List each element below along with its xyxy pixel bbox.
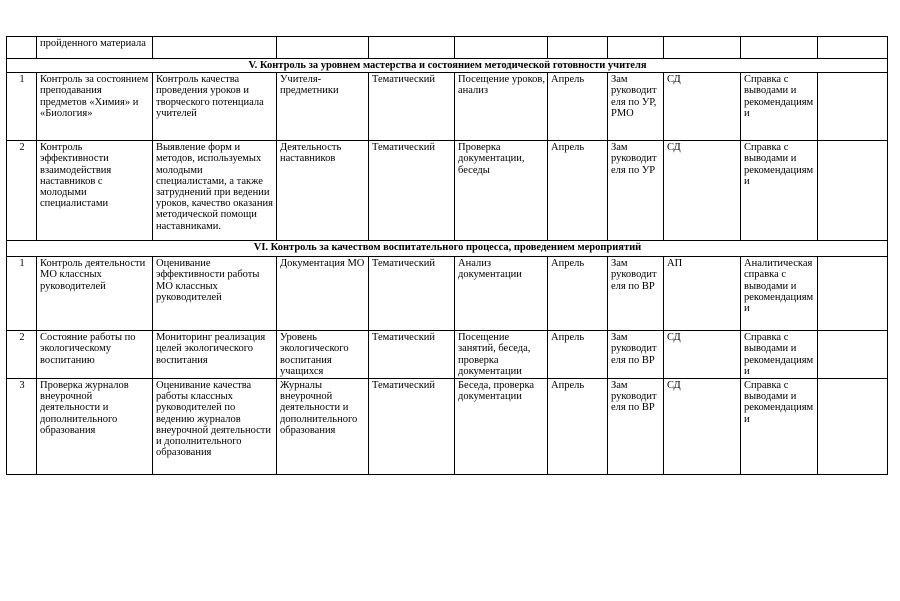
- table-row: [7, 73, 888, 141]
- cell-goal: Оценивание качества работы классных руководителей по ведению журналов внеурочной деятельности и дополнительного образования: [153, 379, 277, 475]
- cell-theme: Контроль за состоянием преподавания предметов «Химия» и «Биология»: [37, 73, 153, 141]
- cell-num: 1: [7, 257, 37, 331]
- cell-responsible: Зам руководителя по ВР: [608, 257, 664, 331]
- cell-note: [818, 37, 888, 59]
- table-row: [7, 257, 888, 331]
- cell-note: [818, 141, 888, 241]
- cell-num: 2: [7, 141, 37, 241]
- cell-discussed: [664, 37, 741, 59]
- section-header-row: [7, 241, 888, 257]
- cell-object: Журналы внеурочной деятельности и дополнительного образования: [277, 379, 369, 475]
- cell-note: [818, 257, 888, 331]
- section-title: VI. Контроль за качеством воспитательного процесса, проведением мероприятий: [7, 241, 888, 257]
- control-plan-table: [6, 36, 888, 475]
- cell-responsible: [608, 37, 664, 59]
- cell-num: 3: [7, 379, 37, 475]
- cell-discussed: СД: [664, 73, 741, 141]
- table-row: [7, 331, 888, 379]
- cell-methods: [455, 37, 548, 59]
- cell-theme: Контроль эффективности взаимодействия наставников с молодыми специалистами: [37, 141, 153, 241]
- cell-object: Уровень экологического воспитания учащихся: [277, 331, 369, 379]
- control-plan-body: [7, 37, 888, 475]
- cell-discussed: СД: [664, 379, 741, 475]
- cell-num: 2: [7, 331, 37, 379]
- cell-methods: Посещение занятий, беседа, проверка документации: [455, 331, 548, 379]
- cell-timing: Апрель: [548, 257, 608, 331]
- cell-timing: Апрель: [548, 73, 608, 141]
- cell-discussed: СД: [664, 141, 741, 241]
- cell-object: Деятельность наставников: [277, 141, 369, 241]
- cell-output: Справка с выводами и рекомендациями: [741, 73, 818, 141]
- cell-responsible: Зам руководителя по ВР: [608, 379, 664, 475]
- cell-goal: Мониторинг реализация целей экологического воспитания: [153, 331, 277, 379]
- cell-responsible: Зам руководителя по УР, РМО: [608, 73, 664, 141]
- cell-output: Справка с выводами и рекомендациями: [741, 331, 818, 379]
- cell-methods: Посещение уроков, анализ: [455, 73, 548, 141]
- cell-output: [741, 37, 818, 59]
- cell-goal: [153, 37, 277, 59]
- cell-theme: Проверка журналов внеурочной деятельности и дополнительного образования: [37, 379, 153, 475]
- cell-responsible: Зам руководителя по ВР: [608, 331, 664, 379]
- cell-type: [369, 37, 455, 59]
- cell-goal: Выявление форм и методов, используемых молодыми специалистами, а также затруднений при ведении уроков, качество оказания методической помощи наставниками.: [153, 141, 277, 241]
- cell-type: Тематический: [369, 331, 455, 379]
- cell-type: Тематический: [369, 379, 455, 475]
- cell-output: Аналитическая справка с выводами и рекомендациями: [741, 257, 818, 331]
- cell-num: [7, 37, 37, 59]
- section-title: V. Контроль за уровнем мастерства и состоянием методической готовности учителя: [7, 59, 888, 73]
- cell-theme: пройденного материала: [37, 37, 153, 59]
- cell-timing: Апрель: [548, 379, 608, 475]
- table-row: [7, 379, 888, 475]
- cell-note: [818, 379, 888, 475]
- cell-methods: Проверка документации, беседы: [455, 141, 548, 241]
- cell-discussed: СД: [664, 331, 741, 379]
- cell-output: Справка с выводами и рекомендациями: [741, 141, 818, 241]
- cell-goal: Оценивание эффективности работы МО классных руководителей: [153, 257, 277, 331]
- cell-responsible: Зам руководителя по УР: [608, 141, 664, 241]
- cell-note: [818, 73, 888, 141]
- cell-type: Тематический: [369, 73, 455, 141]
- cell-note: [818, 331, 888, 379]
- cell-object: [277, 37, 369, 59]
- cell-methods: Беседа, проверка документации: [455, 379, 548, 475]
- cell-timing: Апрель: [548, 331, 608, 379]
- cell-theme: Состояние работы по экологическому воспитанию: [37, 331, 153, 379]
- cell-methods: Анализ документации: [455, 257, 548, 331]
- cell-output: Справка с выводами и рекомендациями: [741, 379, 818, 475]
- cell-theme: Контроль деятельности МО классных руководителей: [37, 257, 153, 331]
- cell-object: Документация МО: [277, 257, 369, 331]
- cell-goal: Контроль качества проведения уроков и творческого потенциала учителей: [153, 73, 277, 141]
- cell-discussed: АП: [664, 257, 741, 331]
- cell-type: Тематический: [369, 141, 455, 241]
- cell-type: Тематический: [369, 257, 455, 331]
- cell-timing: Апрель: [548, 141, 608, 241]
- table-row: [7, 141, 888, 241]
- carryover-row: [7, 37, 888, 59]
- section-header-row: [7, 59, 888, 73]
- cell-timing: [548, 37, 608, 59]
- cell-object: Учителя-предметники: [277, 73, 369, 141]
- cell-num: 1: [7, 73, 37, 141]
